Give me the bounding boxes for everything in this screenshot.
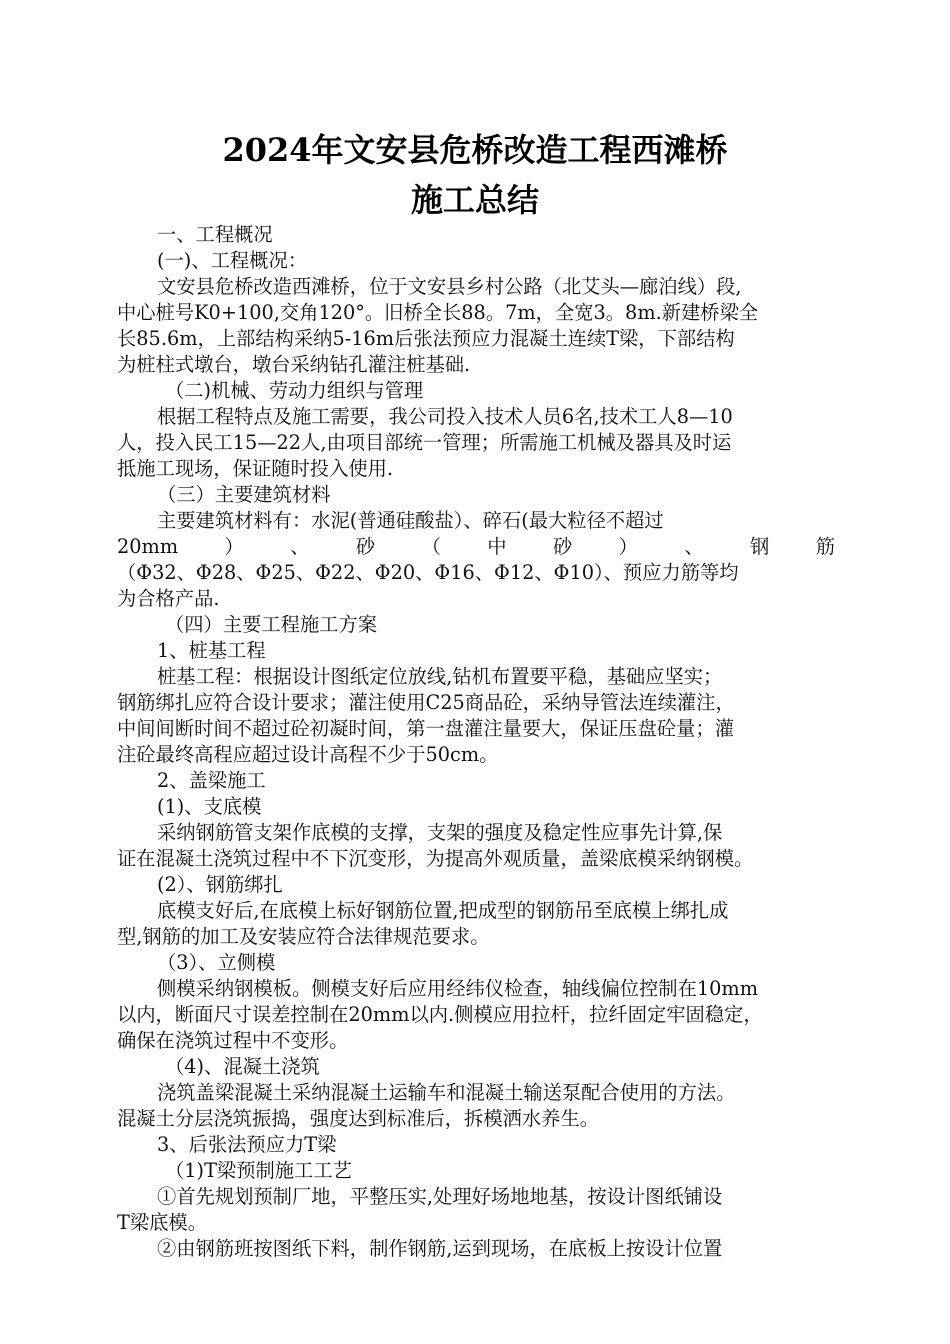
line-token: 20mm [117, 535, 179, 558]
paragraph-line: 浇筑盖梁混凝土采纳混凝土运输车和混凝土输送泵配合使用的方法。 [157, 1081, 736, 1104]
paragraph-line: （Φ32、Φ28、Φ25、Φ22、Φ20、Φ16、Φ12、Φ10）、预应力筋等均 [117, 561, 739, 584]
paragraph-line: ②由钢筋班按图纸下料，制作钢筋,运到现场，在底板上按设计位置 [157, 1237, 723, 1260]
item-heading: 1、桩基工程 [157, 639, 266, 662]
line-token: 钢 [750, 535, 770, 558]
line-token: 、 [290, 535, 310, 558]
subsection-heading: （二)机械、劳动力组织与管理 [165, 379, 424, 402]
subsection-heading: （三）主要建筑材料 [157, 483, 331, 506]
paragraph-line: 长85.6m，上部结构采纳5-16m后张法预应力混凝土连续T梁，下部结构 [117, 327, 735, 350]
paragraph-line: 中间间断时间不超过砼初凝时间，第一盘灌注量要大，保证压盘砼量；灌 [117, 717, 734, 740]
paragraph-line: 侧模采纳钢模板。侧模支好后应用经纬仪检查，轴线偏位控制在10mm [157, 977, 758, 1000]
paragraph-line: 型,钢筋的加工及安装应符合法律规范要求。 [117, 925, 490, 948]
paragraph-line: 采纳钢筋管支架作底模的支撑，支架的强度及稳定性应事先计算,保 [157, 821, 723, 844]
paragraph-line: 证在混凝土浇筑过程中不下沉变形，为提高外观质量，盖梁底模采纳钢模。 [117, 847, 754, 870]
paragraph-line: T梁底模。 [117, 1211, 207, 1234]
line-token: （ [421, 535, 441, 558]
paragraph-line: 文安县危桥改造西滩桥，位于文安县乡村公路（北艾头—廊泊线）段, [157, 275, 742, 298]
line-token: 砂 [355, 535, 376, 558]
line-token: 砂 [552, 535, 573, 558]
paragraph-line: 以内，断面尺寸误差控制在20mm以内.侧模应用拉杆，拉纤固定牢固稳定， [117, 1003, 763, 1026]
item-heading: （4)、混凝土浇筑 [165, 1055, 320, 1078]
item-heading: (1)、支底模 [157, 795, 262, 818]
paragraph-line: ①首先规划预制厂地，平整压实,处理好场地地基，按设计图纸铺设 [157, 1185, 723, 1208]
subsection-heading: (一)、工程概况： [157, 249, 308, 272]
paragraph-line: 桩基工程：根据设计图纸定位放线,钻机布置要平稳，基础应坚实； [157, 665, 723, 688]
paragraph-line: 底模支好后,在底模上标好钢筋位置,把成型的钢筋吊至底模上绑扎成 [157, 899, 729, 922]
item-heading: (2）、钢筋绑扎 [157, 873, 283, 896]
line-token: ） [224, 535, 244, 558]
paragraph-line: 中心桩号K0+100,交角120°。旧桥全长88。7m，全宽3。8m.新建桥梁全 [117, 301, 759, 324]
document-title-line2: 施工总结 [410, 181, 539, 219]
item-heading: 3、后张法预应力T梁 [157, 1133, 337, 1156]
section-heading: 一、工程概况 [157, 223, 273, 246]
paragraph-line: 人，投入民工15—22人,由项目部统一管理；所需施工机械及器具及时运 [117, 431, 732, 454]
paragraph-line: 为桩柱式墩台，墩台采纳钻孔灌注桩基础. [117, 353, 471, 376]
item-heading: 2、盖梁施工 [157, 769, 266, 792]
document-body [117, 222, 835, 1262]
paragraph-line: 混凝土分层浇筑振捣，强度达到标准后，拆模洒水养生。 [117, 1107, 600, 1130]
item-heading: （3）、立侧模 [157, 951, 276, 974]
justified-line [117, 534, 835, 560]
paragraph-line: 抵施工现场，保证随时投入使用. [117, 457, 394, 480]
paragraph-line: 主要建筑材料有：水泥(普通硅酸盐）、碎石(最大粒径不超过 [157, 509, 664, 532]
paragraph-line: 钢筋绑扎应符合设计要求；灌注使用C25商品砼，采纳导管法连续灌注， [117, 691, 735, 714]
paragraph-line: 为合格产品. [117, 587, 220, 610]
paragraph-line: 确保在浇筑过程中不变形。 [117, 1029, 349, 1052]
subsection-heading: （四）主要工程施工方案 [165, 613, 378, 636]
document-title-line1: 2024年文安县危桥改造工程西滩桥 [222, 131, 728, 169]
line-token: 、 [684, 535, 704, 558]
item-heading: （1)T梁预制施工工艺 [165, 1159, 352, 1182]
paragraph-line: 根据工程特点及施工需要，我公司投入技术人员6名,技术工人8—10 [157, 405, 733, 428]
line-token: ） [618, 535, 638, 558]
paragraph-line: 注砼最终高程应超过设计高程不少于50cm。 [117, 743, 499, 766]
line-token: 筋 [815, 535, 835, 558]
line-token: 中 [487, 535, 507, 558]
